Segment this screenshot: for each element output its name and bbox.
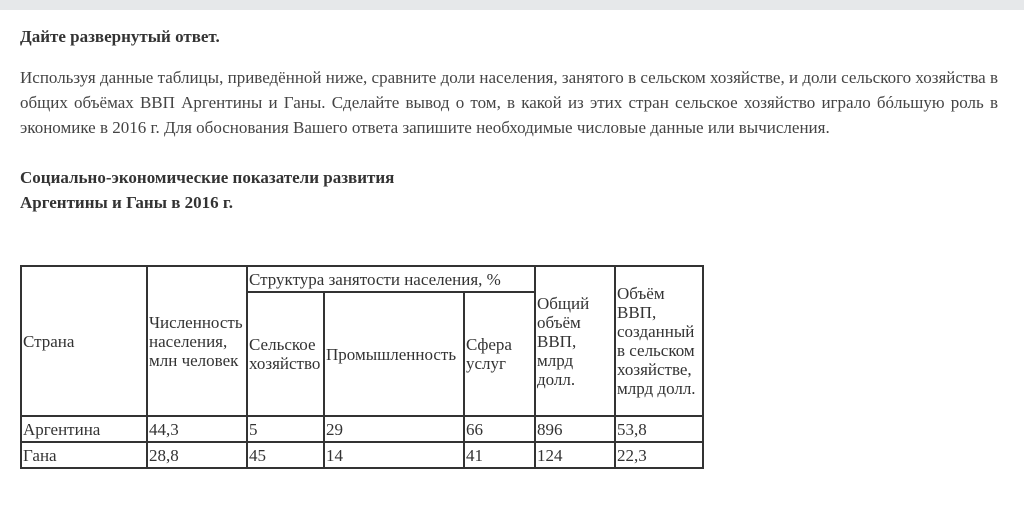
header-services: Сфера услуг — [464, 292, 535, 416]
header-agriculture: Сельское хозяйство — [247, 292, 324, 416]
table-title — [20, 165, 998, 215]
top-bar — [0, 0, 1024, 10]
cell-gdp-total: 896 — [535, 416, 615, 442]
header-gdp-agriculture: Объём ВВП, созданный в сельском хозяйстве, млрд долл. — [615, 266, 703, 416]
header-industry: Промышленность — [324, 292, 464, 416]
cell-services: 41 — [464, 442, 535, 468]
cell-agriculture: 5 — [247, 416, 324, 442]
cell-country: Аргентина — [21, 416, 147, 442]
header-employment-structure: Структура занятости населения, % — [247, 266, 535, 292]
cell-gdp-total: 124 — [535, 442, 615, 468]
cell-country: Гана — [21, 442, 147, 468]
header-gdp-total: Общий объём ВВП, млрд долл. — [535, 266, 615, 416]
table-row-ghana — [21, 442, 703, 468]
cell-services: 66 — [464, 416, 535, 442]
cell-population: 28,8 — [147, 442, 247, 468]
header-population: Численность населения, млн человек — [147, 266, 247, 416]
cell-gdp-agriculture: 22,3 — [615, 442, 703, 468]
table-title-line2: Аргентины и Ганы в 2016 г. — [20, 193, 233, 212]
table-header-row — [21, 266, 703, 292]
task-text: Используя данные таблицы, приведённой ниже, сравните доли населения, занятого в сельском хозяйстве, и доли сельского хозяйства в общих объёмах ВВП Аргентины и Ганы. Сделайте вывод о том, в какой из этих стран сельское хозяйство играло бóльшую роль в экономике в 2016 г. Для обоснования Вашего ответа запишите необходимые числовые данные или вычисления. — [20, 68, 998, 137]
table-row-argentina — [21, 416, 703, 442]
table-title-line1: Социально-экономические показатели развития — [20, 168, 395, 187]
cell-gdp-agriculture: 53,8 — [615, 416, 703, 442]
cell-population: 44,3 — [147, 416, 247, 442]
cell-agriculture: 45 — [247, 442, 324, 468]
header-country: Страна — [21, 266, 147, 416]
task-heading: Дайте развернутый ответ. — [20, 27, 220, 46]
cell-industry: 29 — [324, 416, 464, 442]
indicators-table — [20, 265, 704, 469]
task-content — [20, 26, 998, 215]
cell-industry: 14 — [324, 442, 464, 468]
